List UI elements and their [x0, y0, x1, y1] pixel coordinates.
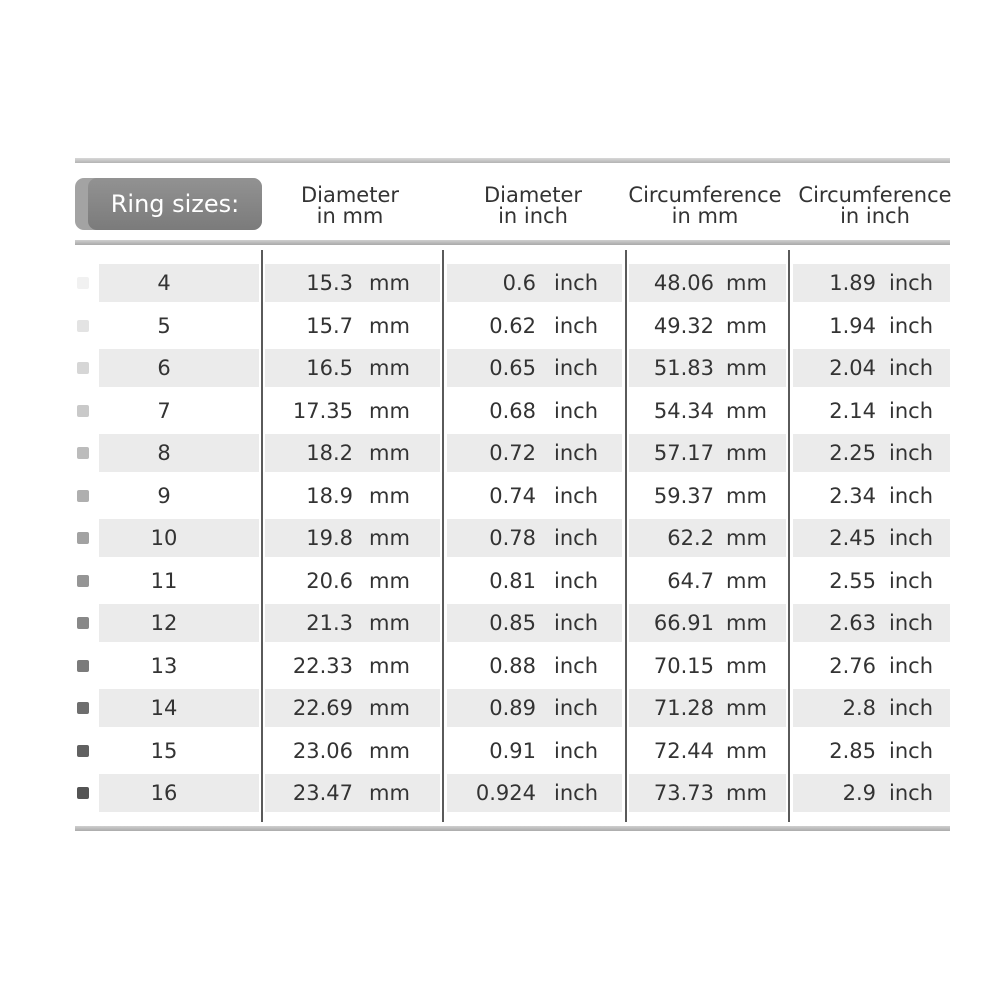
circumference-mm-value: 71.28 [653, 696, 714, 720]
header-line2: in mm [671, 204, 739, 228]
unit-mm: mm [726, 653, 767, 678]
size-cell: 14 [150, 696, 178, 720]
unit-mm: mm [726, 356, 767, 380]
size-cell: 13 [150, 653, 178, 678]
size-cell: 7 [157, 398, 171, 423]
circumference-mm-value: 62.2 [667, 526, 714, 550]
diameter-mm-value: 16.5 [306, 356, 353, 380]
unit-inch: inch [554, 483, 598, 508]
circumference-mm-value: 48.06 [653, 271, 714, 295]
unit-mm: mm [726, 483, 767, 508]
header-line1: Circumference [798, 183, 952, 207]
size-marker [77, 787, 89, 799]
unit-inch: inch [889, 568, 933, 593]
diameter-inch-value: 0.89 [489, 696, 536, 720]
diameter-inch-value: 0.91 [489, 738, 536, 763]
circumference-inch-value: 1.94 [829, 313, 876, 338]
diameter-inch-value: 0.88 [489, 653, 536, 678]
size-marker [77, 320, 89, 332]
unit-inch: inch [554, 526, 598, 550]
size-marker [77, 660, 89, 672]
header-line2: in mm [316, 204, 384, 228]
diameter-mm-value: 17.35 [292, 398, 353, 423]
size-cell: 11 [150, 568, 178, 593]
unit-inch: inch [554, 696, 598, 720]
diameter-inch-value: 0.62 [489, 313, 536, 338]
diameter-mm-value: 20.6 [306, 568, 353, 593]
circumference-mm-value: 51.83 [653, 356, 714, 380]
size-cell: 9 [157, 483, 171, 508]
diameter-mm-value: 23.47 [292, 781, 353, 805]
unit-inch: inch [554, 568, 598, 593]
circumference-mm-value: 64.7 [667, 568, 714, 593]
header-line1: Diameter [483, 183, 583, 207]
header-circumference-inch [795, 185, 955, 227]
unit-inch: inch [889, 781, 933, 805]
unit-inch: inch [889, 526, 933, 550]
diameter-inch-value: 0.65 [489, 356, 536, 380]
size-cell: 4 [157, 271, 171, 295]
unit-inch: inch [554, 398, 598, 423]
circumference-mm-value: 70.15 [653, 653, 714, 678]
unit-mm: mm [369, 526, 410, 550]
column-divider [442, 250, 444, 822]
unit-mm: mm [369, 653, 410, 678]
unit-inch: inch [889, 483, 933, 508]
diameter-inch-value: 0.85 [489, 611, 536, 635]
unit-mm: mm [726, 611, 767, 635]
unit-mm: mm [369, 441, 410, 465]
unit-inch: inch [554, 313, 598, 338]
unit-mm: mm [726, 398, 767, 423]
unit-mm: mm [369, 611, 410, 635]
size-cell: 16 [150, 781, 178, 805]
unit-inch: inch [889, 356, 933, 380]
size-marker [77, 575, 89, 587]
diameter-mm-value: 15.3 [306, 271, 353, 295]
circumference-inch-value: 2.85 [829, 738, 876, 763]
header-rule [75, 240, 950, 245]
size-marker [77, 490, 89, 502]
diameter-inch-value: 0.81 [489, 568, 536, 593]
header-line2: in inch [498, 204, 568, 228]
size-marker [77, 447, 89, 459]
circumference-mm-value: 59.37 [653, 483, 714, 508]
circumference-inch-value: 2.14 [829, 398, 876, 423]
unit-mm: mm [369, 696, 410, 720]
bottom-rule [75, 826, 950, 831]
ring-sizes-label: Ring sizes: [88, 178, 262, 230]
header-circumference-mm [625, 185, 785, 227]
size-marker [77, 405, 89, 417]
size-marker [77, 277, 89, 289]
diameter-mm-value: 18.2 [306, 441, 353, 465]
circumference-inch-value: 2.8 [842, 696, 876, 720]
header-diameter-mm [270, 185, 430, 227]
size-cell: 6 [157, 356, 171, 380]
column-divider [625, 250, 627, 822]
unit-inch: inch [554, 781, 598, 805]
unit-inch: inch [554, 653, 598, 678]
unit-inch: inch [554, 441, 598, 465]
header-line1: Circumference [628, 183, 782, 207]
diameter-mm-value: 23.06 [292, 738, 353, 763]
unit-inch: inch [554, 271, 598, 295]
size-marker [77, 617, 89, 629]
circumference-mm-value: 66.91 [653, 611, 714, 635]
circumference-inch-value: 2.45 [829, 526, 876, 550]
unit-inch: inch [889, 441, 933, 465]
unit-mm: mm [369, 483, 410, 508]
header-line1: Diameter [300, 183, 400, 207]
diameter-inch-value: 0.72 [489, 441, 536, 465]
circumference-mm-value: 57.17 [653, 441, 714, 465]
circumference-inch-value: 2.04 [829, 356, 876, 380]
unit-mm: mm [726, 271, 767, 295]
size-marker [77, 362, 89, 374]
circumference-inch-value: 2.25 [829, 441, 876, 465]
diameter-mm-value: 15.7 [306, 313, 353, 338]
diameter-inch-value: 0.924 [475, 781, 536, 805]
unit-mm: mm [726, 441, 767, 465]
size-cell: 12 [150, 611, 178, 635]
diameter-inch-value: 0.68 [489, 398, 536, 423]
unit-mm: mm [369, 781, 410, 805]
circumference-mm-value: 54.34 [653, 398, 714, 423]
unit-mm: mm [726, 738, 767, 763]
circumference-inch-value: 2.76 [829, 653, 876, 678]
size-marker [77, 745, 89, 757]
unit-mm: mm [369, 313, 410, 338]
unit-inch: inch [889, 313, 933, 338]
unit-mm: mm [369, 356, 410, 380]
unit-mm: mm [726, 781, 767, 805]
unit-mm: mm [726, 568, 767, 593]
size-marker [77, 702, 89, 714]
unit-mm: mm [369, 398, 410, 423]
diameter-mm-value: 21.3 [306, 611, 353, 635]
top-rule [75, 158, 950, 163]
column-divider [788, 250, 790, 822]
unit-mm: mm [726, 696, 767, 720]
unit-inch: inch [889, 653, 933, 678]
unit-inch: inch [554, 356, 598, 380]
size-cell: 10 [150, 526, 178, 550]
size-cell: 15 [150, 738, 178, 763]
circumference-inch-value: 1.89 [829, 271, 876, 295]
circumference-mm-value: 49.32 [653, 313, 714, 338]
size-cell: 8 [157, 441, 171, 465]
unit-inch: inch [554, 611, 598, 635]
unit-inch: inch [889, 696, 933, 720]
diameter-inch-value: 0.74 [489, 483, 536, 508]
diameter-mm-value: 22.33 [292, 653, 353, 678]
unit-inch: inch [889, 271, 933, 295]
circumference-mm-value: 72.44 [653, 738, 714, 763]
unit-mm: mm [726, 313, 767, 338]
unit-mm: mm [726, 526, 767, 550]
unit-inch: inch [889, 398, 933, 423]
circumference-inch-value: 2.63 [829, 611, 876, 635]
unit-mm: mm [369, 568, 410, 593]
unit-inch: inch [889, 611, 933, 635]
diameter-inch-value: 0.6 [502, 271, 536, 295]
circumference-inch-value: 2.55 [829, 568, 876, 593]
header-line2: in inch [840, 204, 910, 228]
diameter-mm-value: 18.9 [306, 483, 353, 508]
diameter-inch-value: 0.78 [489, 526, 536, 550]
column-divider [261, 250, 263, 822]
size-cell: 5 [157, 313, 171, 338]
header-diameter-inch [453, 185, 613, 227]
unit-inch: inch [889, 738, 933, 763]
circumference-inch-value: 2.9 [842, 781, 876, 805]
circumference-mm-value: 73.73 [653, 781, 714, 805]
diameter-mm-value: 19.8 [306, 526, 353, 550]
circumference-inch-value: 2.34 [829, 483, 876, 508]
unit-mm: mm [369, 738, 410, 763]
unit-inch: inch [554, 738, 598, 763]
unit-mm: mm [369, 271, 410, 295]
size-marker [77, 532, 89, 544]
diameter-mm-value: 22.69 [292, 696, 353, 720]
